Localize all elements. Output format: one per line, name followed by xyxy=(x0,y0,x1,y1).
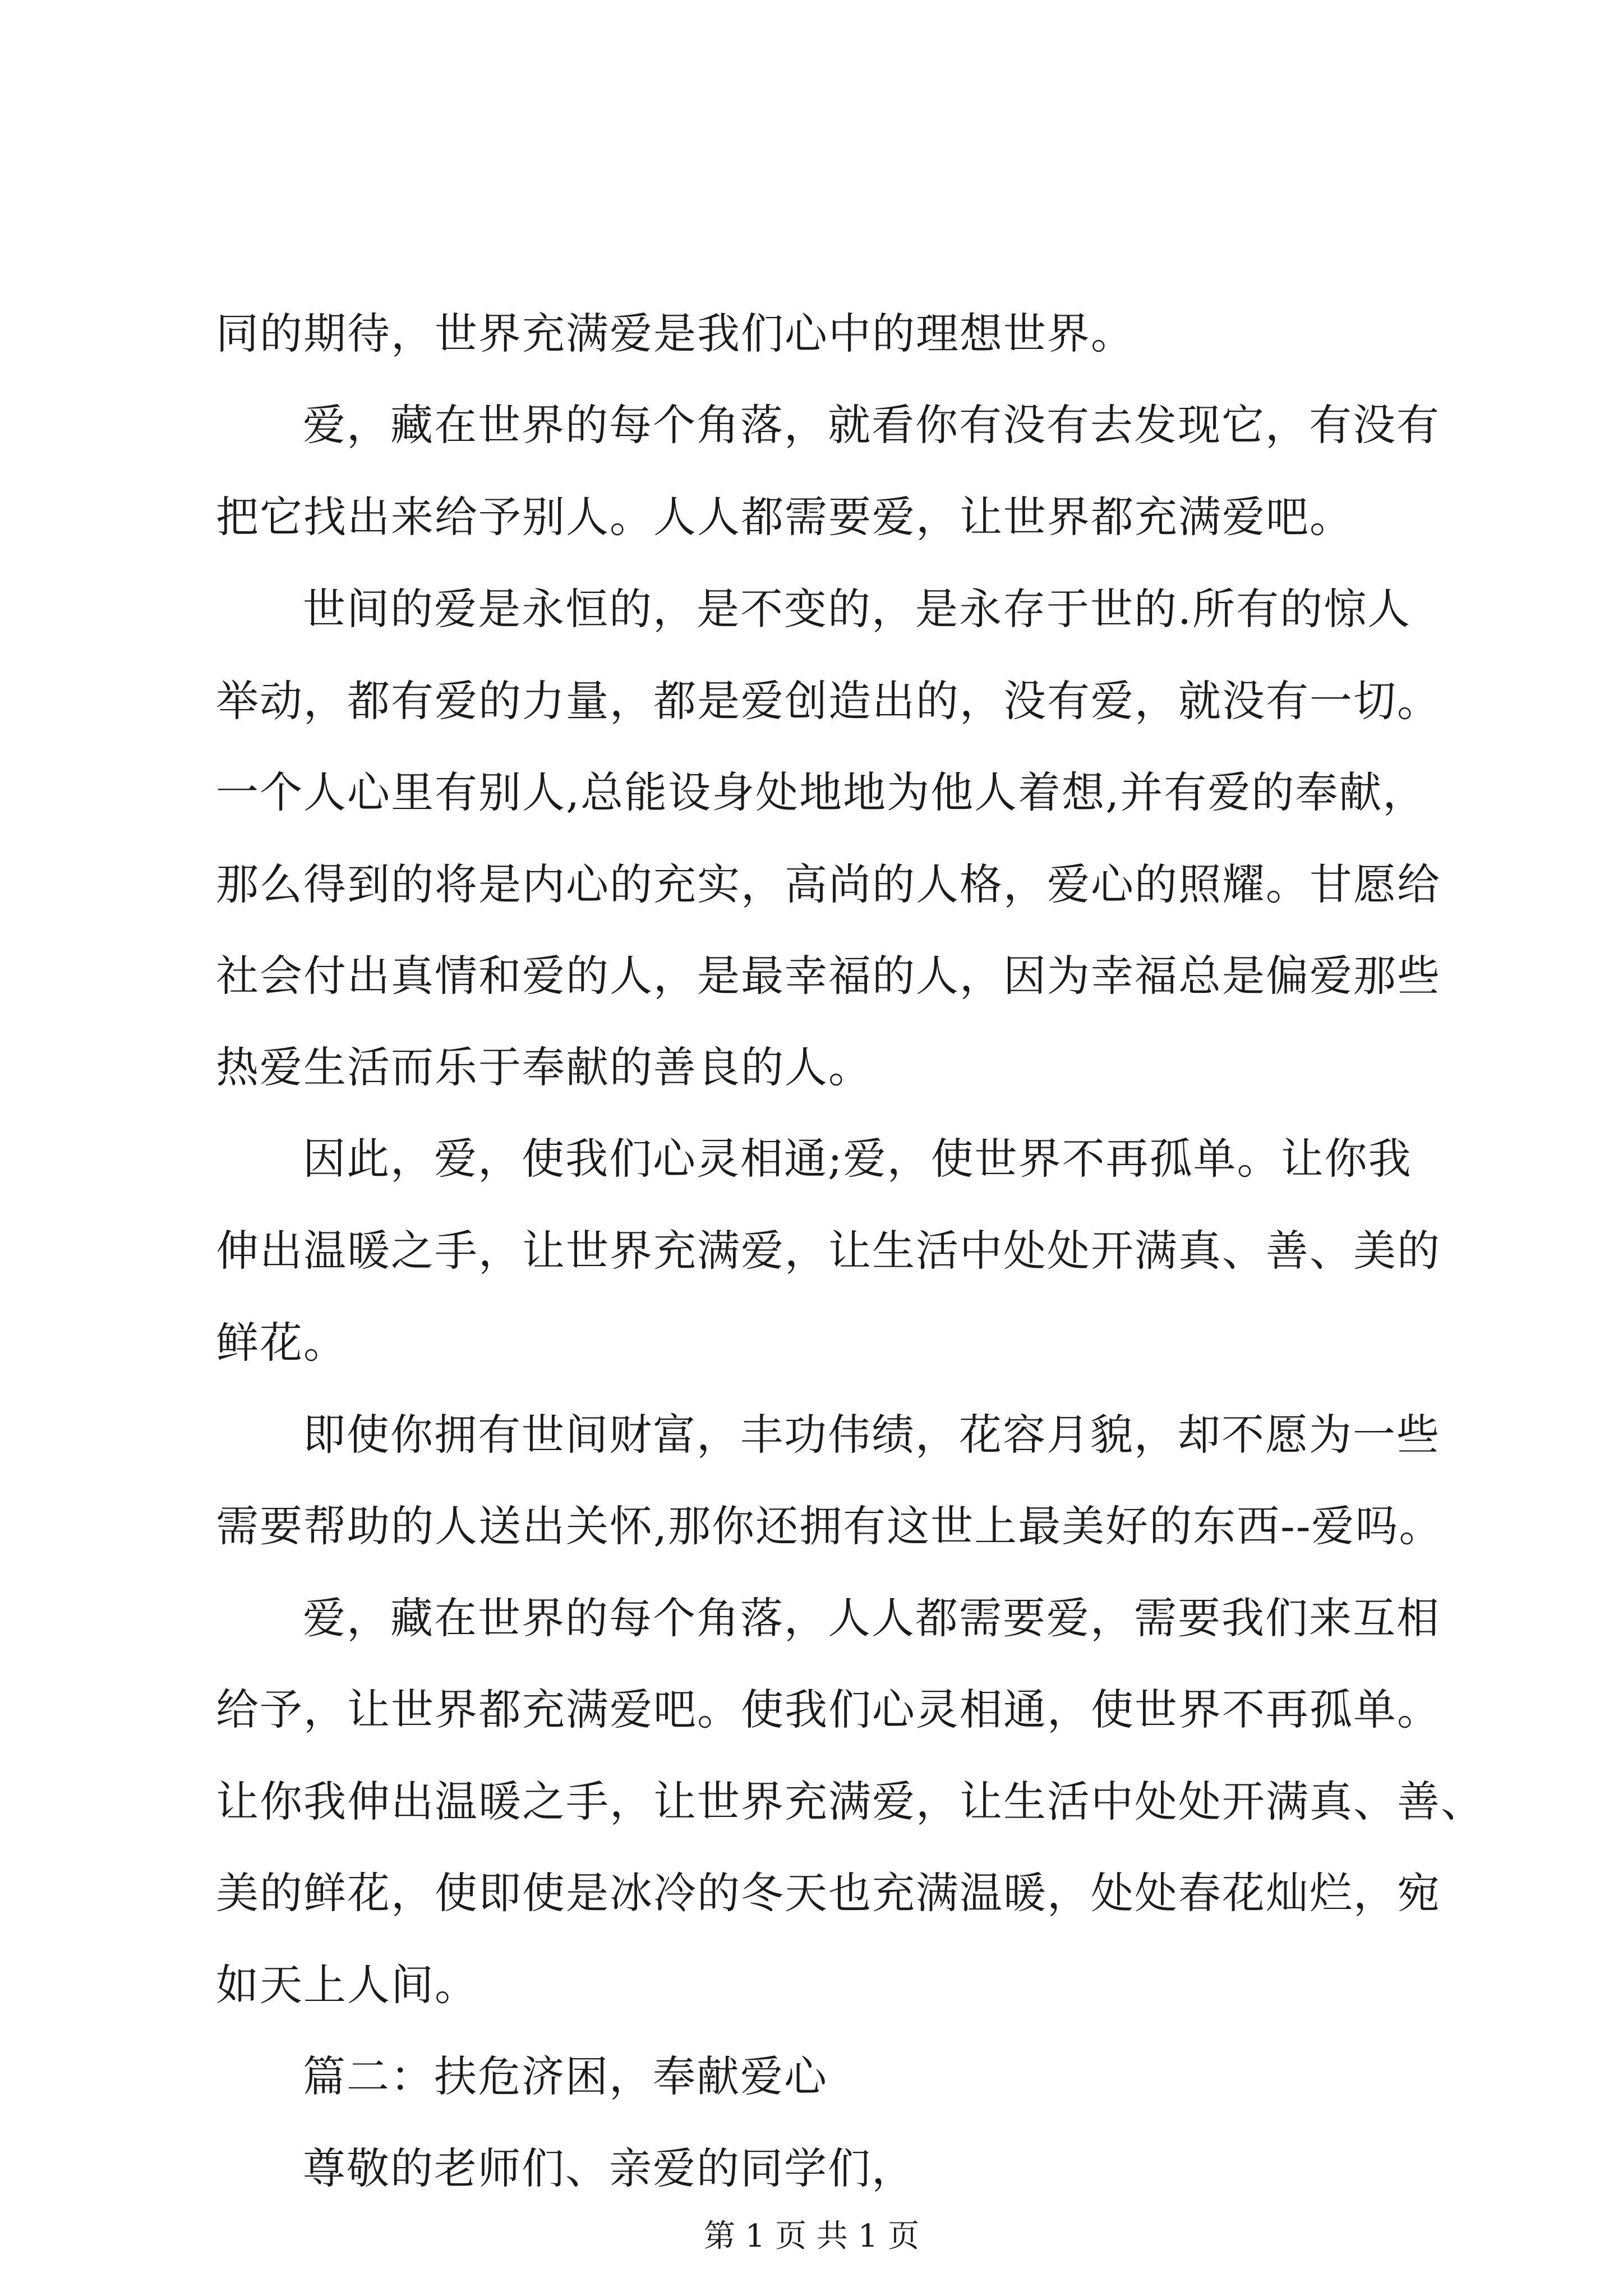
paragraph-line: 给予，让世界都充满爱吧。使我们心灵相通，使世界不再孤单。 xyxy=(216,1685,1441,1734)
paragraph-line: 美的鲜花，使即使是冰冷的冬天也充满温暖，处处春花灿烂，宛 xyxy=(216,1868,1441,1918)
paragraph-line: 那么得到的将是内心的充实，高尚的人格，爱心的照耀。甘愿给 xyxy=(216,859,1441,909)
paragraph-line: 如天上人间。 xyxy=(216,1960,478,2010)
paragraph-line: 因此，爱，使我们心灵相通;爱，使世界不再孤单。让你我 xyxy=(303,1134,1412,1184)
paragraph-line: 爱，藏在世界的每个角落，人人都需要爱，需要我们来互相 xyxy=(303,1593,1440,1643)
paragraph-line: 社会付出真情和爱的人，是最幸福的人，因为幸福总是偏爱那些 xyxy=(216,951,1441,1001)
paragraph-line: 世间的爱是永恒的，是不变的，是永存于世的.所有的惊人 xyxy=(303,584,1412,634)
paragraph-line: 举动，都有爱的力量，都是爱创造出的，没有爱，就没有一切。 xyxy=(216,676,1441,726)
paragraph-line: 让你我伸出温暖之手，让世界充满爱，让生活中处处开满真、善、 xyxy=(216,1777,1484,1826)
salutation: 尊敬的老师们、亲爱的同学们， xyxy=(303,2143,915,2193)
page-footer: 第 1 页 共 1 页 xyxy=(703,2218,920,2254)
paragraph-line: 热爱生活而乐于奉献的善良的人。 xyxy=(216,1042,872,1092)
paragraph-line: 伸出温暖之手，让世界充满爱，让生活中处处开满真、善、美的 xyxy=(216,1226,1441,1276)
paragraph-line: 爱，藏在世界的每个角落，就看你有没有去发现它，有没有 xyxy=(303,400,1440,450)
section-heading: 篇二：扶危济困，奉献爱心 xyxy=(303,2051,828,2101)
paragraph-line: 一个人心里有别人,总能设身处地地为他人着想,并有爱的奉献， xyxy=(216,767,1427,817)
paragraph-line: 需要帮助的人送出关怀,那你还拥有这世上最美好的东西--爱吗。 xyxy=(216,1501,1443,1551)
paragraph-line: 即使你拥有世间财富，丰功伟绩，花容月貌，却不愿为一些 xyxy=(303,1410,1440,1460)
paragraph-line: 同的期待，世界充满爱是我们心中的理想世界。 xyxy=(216,309,1135,358)
paragraph-line: 鲜花。 xyxy=(216,1318,347,1368)
paragraph-line: 把它找出来给予别人。人人都需要爱，让世界都充满爱吧。 xyxy=(216,492,1353,542)
